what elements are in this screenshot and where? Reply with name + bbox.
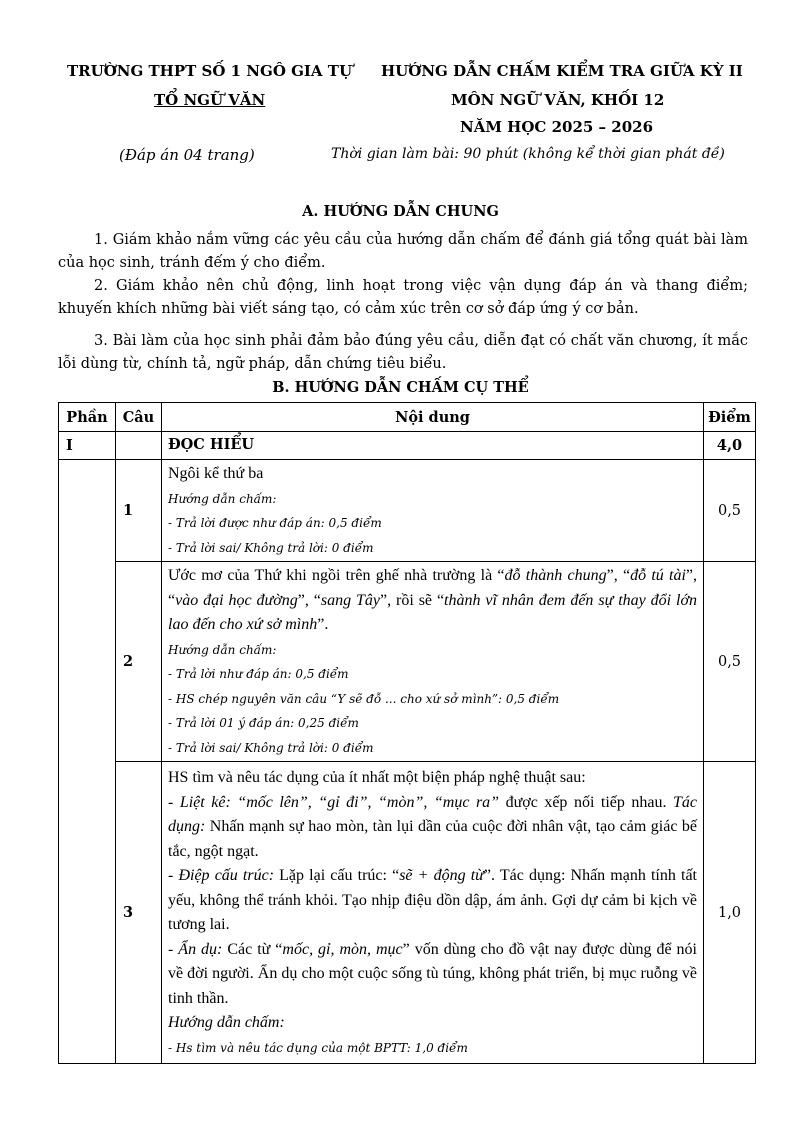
section-part: I: [59, 432, 116, 460]
answer-text: Ước mơ của Thứ khi ngồi trên ghế nhà trường là “đỗ thành chung”, “đỗ tú tài”, “vào đại học đường”, “sang Tây”, rồi sẽ “thành vĩ nhân đem đến sự thay đổi lớn lao đến cho xứ sở mình”.: [168, 567, 698, 633]
section-title: ĐỌC HIỂU: [168, 435, 255, 453]
guide-label: Hướng dẫn chấm:: [168, 642, 277, 657]
column-header: Điểm: [704, 403, 756, 432]
general-item-3: 3. Bài làm của học sinh phải đảm bảo đúng yêu cầu, diễn đạt có chất văn chương, ít mắc lỗi dùng từ, chính tả, ngữ pháp, dẫn chứng tiêu biểu.: [58, 333, 748, 372]
device-listing: - Liệt kê: “mốc lên”, “gỉ đi”, “mòn”, “mục ra” được xếp nối tiếp nhau. Tác dụng: Nhấn mạnh sự hao mòn, tàn lụi dần của cuộc đời nhân vật, tạo cảm giác bế tắc, ngột ngạt.: [168, 793, 698, 860]
table-row-q3: [59, 762, 756, 1064]
guide-line: - Trả lời sai/ Không trả lời: 0 điểm: [168, 540, 374, 555]
column-header: Nội dung: [162, 403, 704, 432]
general-item-2: 2. Giám khảo nên chủ động, linh hoạt trong việc vận dụng đáp án và thang điểm; khuyến khích những bài viết sáng tạo, có cảm xúc trên cơ sở đáp ứng ý cơ bản.: [58, 278, 748, 317]
question-content: [162, 762, 704, 1064]
guide-line: - Trả lời 01 ý đáp án: 0,25 điểm: [168, 716, 359, 730]
general-item-1: 1. Giám khảo nắm vững các yêu cầu của hướng dẫn chấm để đánh giá tổng quát bài làm của học sinh, tránh đếm ý cho điểm.: [58, 232, 748, 271]
device-repetition: - Điệp cấu trúc: Lặp lại cấu trúc: “sẽ + động từ”. Tác dụng: Nhấn mạnh tính tất yếu, không thể tránh khỏi. Tạo nhịp điệu dồn dập, ám ảnh. Gợi dự cảm bi kịch về tương lai.: [168, 867, 697, 933]
table-row-q2: [59, 562, 756, 762]
guide-line: - Trả lời như đáp án: 0,5 điểm: [168, 667, 349, 681]
guide-line: - HS chép nguyên văn câu “Y sẽ đỗ ... cho xứ sở mình”: 0,5 điểm: [168, 691, 560, 706]
section-points: 4,0: [704, 432, 756, 460]
question-content: [162, 460, 704, 562]
time-note: Thời gian làm bài: 90 phút (không kể thời gian phát đề): [331, 146, 725, 162]
question-points: 0,5: [704, 460, 756, 562]
section-row: [59, 432, 756, 460]
grading-table: [58, 402, 756, 1064]
question-number: 1: [116, 460, 162, 562]
guide-line: - Hs tìm và nêu tác dụng của một BPTT: 1,0 điểm: [168, 1040, 468, 1055]
general-heading: A. HƯỚNG DẪN CHUNG: [302, 203, 499, 220]
table-row-q1: [59, 460, 756, 562]
department-name: TỔ NGỮ VĂN: [154, 91, 266, 109]
question-points: 1,0: [704, 762, 756, 1064]
specific-heading: B. HƯỚNG DẪN CHẤM CỤ THỂ: [272, 379, 529, 396]
device-metaphor: - Ẩn dụ: Các từ “mốc, gỉ, mòn, mục” vốn dùng cho đồ vật nay được dùng để nói về đời người. Ẩn dụ cho một cuộc sống tù túng, không phát triển, bị mục ruỗng về tinh thần.: [168, 940, 698, 1007]
question-content: [162, 562, 704, 762]
school-year: NĂM HỌC 2025 – 2026: [460, 118, 654, 136]
pages-note: (Đáp án 04 trang): [119, 146, 255, 164]
answer-text: Ngôi kể thứ ba: [168, 465, 264, 482]
question-number: 3: [116, 762, 162, 1064]
exam-title: HƯỚNG DẪN CHẤM KIỂM TRA GIỮA KỲ II: [381, 62, 743, 80]
section-title-cell: [162, 432, 704, 460]
table-header-row: [59, 403, 756, 432]
empty-part-cell: [59, 460, 116, 1064]
empty-cell: [116, 432, 162, 460]
subject-line: MÔN NGỮ VĂN, KHỐI 12: [451, 91, 665, 109]
guide-label: Hướng dẫn chấm:: [168, 491, 277, 506]
question-points: 0,5: [704, 562, 756, 762]
column-header: Phần: [59, 403, 116, 432]
question-number: 2: [116, 562, 162, 762]
guide-line: - Trả lời được như đáp án: 0,5 điểm: [168, 516, 382, 530]
guide-label: Hướng dẫn chấm:: [168, 1014, 285, 1031]
guide-line: - Trả lời sai/ Không trả lời: 0 điểm: [168, 740, 374, 755]
school-name: TRƯỜNG THPT SỐ 1 NGÔ GIA TỰ: [67, 62, 353, 80]
intro-text: HS tìm và nêu tác dụng của ít nhất một biện pháp nghệ thuật sau:: [168, 769, 586, 786]
column-header: Câu: [116, 403, 162, 432]
